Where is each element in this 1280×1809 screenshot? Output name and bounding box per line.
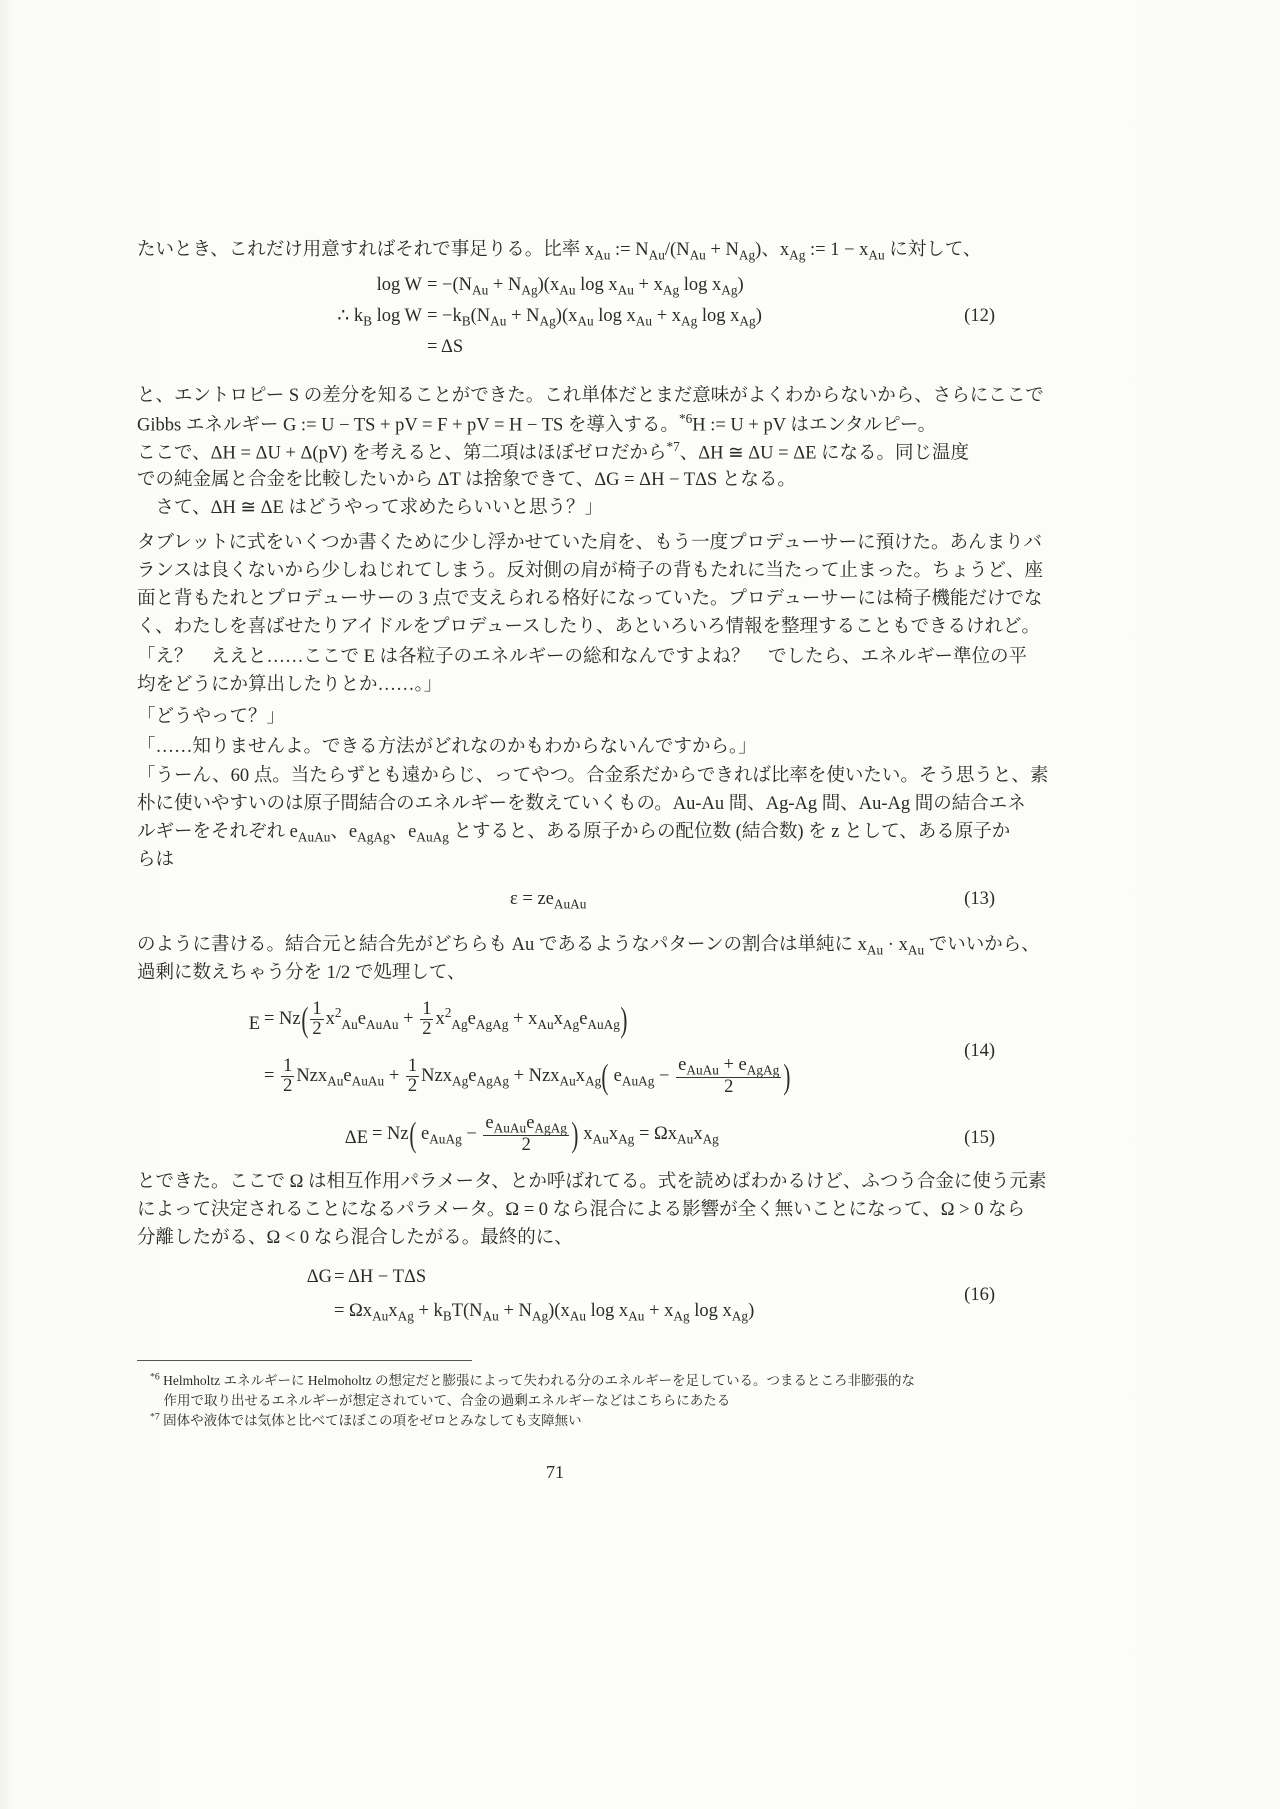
equation-number: (15) — [964, 1128, 995, 1148]
big-paren: ( — [300, 1000, 309, 1040]
subscript: Ag — [702, 1131, 719, 1147]
subscript: Au — [907, 942, 925, 958]
eq-lhs: ΔE — [344, 1128, 368, 1148]
subscript: Ag — [662, 282, 680, 298]
eq-rhs: = $\frac{1}{2}$ $Nzx_{Au}e_{AuAu}$ + $\frac{1}{2}$ $Nzx_{Ag}e_{AgAg} + Nzx_{Au}x_{Ag}$( $e_{AuAg}$ − $\frac{e_{AuAu} + e_{AgAg}}{2}$ ) — [264, 1055, 791, 1097]
eq-lhs: ∴ $k_B$ log W — [337, 306, 422, 329]
subscript: Ag — [738, 247, 756, 263]
text-line: のように書ける。結合元と結合先がどちらも Au であるようなパターンの割合は単純に $x_{Au} \cdot x_{Au}$ でいいから、 — [137, 935, 1040, 958]
subscript: Au — [648, 247, 665, 263]
eq-lhs: ΔG — [306, 1267, 332, 1287]
footnote: $^{*6}$ Helmholtz エネルギーに Helmoholtz の想定だと膨張によって失われる分のエネルギーを足している。つまるところ非膨張的な — [150, 1371, 915, 1388]
text-line: と、エントロピー S の差分を知ることができた。これ単体だとまだ意味がよくわからないから、さらにここで — [137, 386, 1044, 406]
subscript: Ag — [585, 1073, 602, 1089]
subscript: Au — [635, 313, 653, 329]
text-line: 「うーん、60 点。当たらずとも遠からじ、ってやつ。合金系だからできれば比率を使いたい。そう思うと、素 — [137, 766, 1049, 786]
subscript: Ag — [451, 1016, 468, 1032]
subscript: AgAg — [357, 829, 390, 845]
subscript: Au — [341, 1016, 358, 1032]
subscript: Ag — [562, 1016, 580, 1032]
superscript: 2 — [334, 1004, 342, 1020]
equation-number: (12) — [964, 306, 995, 326]
subscript: Ag — [618, 1131, 635, 1147]
equation-number: (16) — [964, 1285, 995, 1305]
text-line: 分離したがる、Ω < 0 なら混合したがる。最終的に、 — [137, 1228, 573, 1248]
fraction: $\frac{1}{2}$ — [283, 1055, 293, 1097]
subscript: B — [442, 1308, 452, 1324]
equation-number: (13) — [964, 889, 995, 909]
fraction: $\frac{e_{AuAu} + e_{AgAg}}{2}$ — [678, 1055, 780, 1097]
subscript: Au — [617, 282, 634, 298]
equation-number: (14) — [964, 1041, 995, 1061]
text-line: ランスは良くないから少しねじれてしまう。反対側の肩が椅子の背もたれに当たって止まった。ちょうど、座 — [137, 561, 1043, 581]
eq-rhs: = Nz( $e_{AuAg}$ − $\frac{e_{AuAu}e_{AgAg}}{2}$ ) $x_{Au}x_{Ag} = \Omega x_{Au}x_{Ag}$ — [372, 1113, 719, 1155]
eq-rhs: = $\Omega x_{Au}x_{Ag} + k_BT(N_{Au} + N_{Ag})(x_{Au}$ $\log x_{Au} + x_{Ag}$ $\log x_{Ag}$) — [334, 1301, 755, 1324]
subscript: Au — [594, 247, 611, 263]
subscript: AuAg — [587, 1016, 620, 1032]
text-line: 「え？ ええと……ここで E は各粒子のエネルギーの総和なんですよね？ でしたら、エネルギー準位の平 — [137, 647, 1028, 667]
text-line: タブレットに式をいくつか書くために少し浮かせていた肩を、もう一度プロデューサーに預けた。あんまりバ — [137, 533, 1043, 553]
footnote: $^{*7}$ 固体や液体では気体と比べてほぼこの項をゼロとみなしても支障無い — [150, 1411, 582, 1428]
subscript: AuAu — [493, 1120, 527, 1136]
footnote-divider — [137, 1360, 472, 1361]
text-line: Gibbs エネルギー G := U − TS + pV = F + pV = H − TS を導入する。$^{*6}$H := U + pV はエンタルピー。 — [137, 411, 937, 436]
fraction: $\frac{1}{2}$ — [422, 999, 432, 1040]
text-line: 面と背もたれとプロデューサーの 3 点で支えられる格好になっていた。プロデューサーには椅子機能だけでな — [137, 589, 1043, 609]
subscript: Ag — [673, 1308, 690, 1324]
subscript: Au — [327, 1073, 344, 1089]
subscript: Ag — [451, 1073, 469, 1089]
subscript: AgAg — [476, 1073, 509, 1089]
text-line: らは — [137, 850, 175, 870]
eq-body: $\varepsilon = ze_{AuAu}$ — [510, 889, 587, 912]
big-paren: ) — [571, 1115, 579, 1155]
subscript: Au — [559, 282, 576, 298]
subscript: B — [461, 313, 471, 329]
subscript: AgAg — [475, 1016, 509, 1032]
fraction: $\frac{e_{AuAu}e_{AgAg}}{2}$ — [485, 1113, 567, 1155]
subscript: AuAg — [621, 1073, 655, 1089]
footnote: 作用で取り出せるエネルギーが想定されていて、合金の過剰エネルギーなどはこちらにあたる — [150, 1393, 731, 1408]
subscript: AuAu — [686, 1062, 719, 1078]
subscript: Ag — [531, 1308, 549, 1324]
page-number: 71 — [546, 1462, 564, 1482]
eq-lhs: E — [248, 1014, 260, 1034]
subscript: Au — [577, 313, 594, 329]
subscript: Ag — [731, 1308, 749, 1324]
text-line: 過剰に数えちゃう分を 1/2 で処理して、 — [137, 963, 466, 983]
big-paren: ( — [601, 1057, 609, 1097]
subscript: Au — [472, 282, 489, 298]
subscript: Au — [592, 1131, 609, 1147]
subscript: Au — [569, 1308, 586, 1324]
eq-rhs: = Nz( $\frac{1}{2}$ $x^2_{Au}e_{AuAu}$ + $\frac{1}{2}$ $x^2_{Ag}e_{AgAg} + x_{Au}x_{Ag}e_{AuAg}$) — [264, 999, 628, 1040]
big-paren: ) — [620, 1000, 628, 1040]
subscript: AuAu — [366, 1016, 399, 1032]
eq-rhs: = $-k_B(N_{Au} + N_{Ag})(x_{Au}$ $\log x_{Au} + x_{Ag}$ $\log x_{Ag}$) — [427, 306, 762, 329]
superscript: *7 — [150, 1411, 160, 1423]
subscript: Au — [866, 942, 884, 958]
subscript: AgAg — [746, 1062, 780, 1078]
subscript: AuAu — [553, 896, 587, 912]
subscript: AgAg — [534, 1120, 567, 1136]
text-line: とできた。ここで Ω は相互作用パラメータ、とか呼ばれてる。式を読めばわかるけど、ふつう合金に使う元素 — [137, 1172, 1047, 1192]
fraction: $\frac{1}{2}$ — [312, 999, 322, 1040]
subscript: Au — [372, 1308, 389, 1324]
eq-rhs: = ΔS — [427, 337, 464, 357]
subscript: Au — [868, 247, 885, 263]
subscript: Ag — [739, 313, 756, 329]
subscript: AuAg — [416, 829, 449, 845]
big-paren: ) — [783, 1057, 791, 1097]
subscript: Au — [689, 247, 706, 263]
superscript: *6 — [150, 1371, 160, 1383]
text-line: 「どうやって？」 — [137, 707, 286, 727]
text-line: ここで、ΔH = ΔU + Δ(pV) を考えると、第二項はほぼゼロだから$^{*7}$、ΔH ≅ ΔU = ΔE になる。同じ温度 — [137, 439, 970, 464]
subscript: Ag — [789, 247, 806, 263]
superscript: *6 — [678, 411, 693, 426]
fraction: $\frac{1}{2}$ — [407, 1055, 418, 1097]
text-line: 朴に使いやすいのは原子間結合のエネルギーを数えていくもの。Au-Au 間、Ag-Ag 間、Au-Ag 間の結合エネ — [137, 794, 1026, 814]
subscript: AuAg — [429, 1131, 462, 1147]
subscript: Au — [537, 1016, 554, 1032]
subscript: AuAu — [351, 1073, 385, 1089]
text-line: 均をどうにか算出したりとか……。」 — [137, 675, 443, 695]
text-line: さて、ΔH ≅ ΔE はどうやって求めたらいいと思う？」 — [137, 498, 603, 518]
subscript: Ag — [721, 282, 738, 298]
subscript: Ag — [539, 313, 556, 329]
subscript: Au — [559, 1073, 576, 1089]
subscript: AuAu — [297, 829, 331, 845]
text-line: 「……知りませんよ。できる方法がどれなのかもわからないんですから。」 — [137, 737, 757, 757]
superscript: 2 — [444, 1004, 452, 1020]
text-line: ルギーをそれぞれ $e_{AuAu}$、$e_{AgAg}$、$e_{AuAg}$ とすると、ある原子からの配位数 (結合数) を z として、ある原子か — [137, 822, 1011, 845]
subscript: Ag — [397, 1308, 414, 1324]
eq-rhs: = $-(N_{Au} + N_{Ag})(x_{Au}$ $\log x_{Au} + x_{Ag}$ $\log x_{Ag}$) — [427, 275, 744, 298]
subscript: Ag — [681, 313, 698, 329]
text-line: によって決定されることになるパラメータ。Ω = 0 なら混合による影響が全く無いことになって、Ω > 0 なら — [137, 1200, 1026, 1220]
text-line: たいとき、これだけ用意すればそれで事足りる。比率 $x_{Au}$ := $N_{Au}/(N_{Au} + N_{Ag})$、$x_{Ag}$ := $1 - x_{Au}$ に対して、 — [137, 240, 982, 263]
eq-rhs: = ΔH − TΔS — [334, 1267, 427, 1287]
subscript: Au — [628, 1308, 645, 1324]
subscript: Au — [490, 313, 507, 329]
text-line: での純金属と合金を比較したいから ΔT は捨象できて、ΔG = ΔH − TΔS となる。 — [137, 470, 796, 490]
text-line: く、わたしを喜ばせたりアイドルをプロデュースしたり、あといろいろ情報を整理することもできるけれど。 — [137, 617, 1040, 637]
subscript: Ag — [521, 282, 538, 298]
superscript: *7 — [666, 439, 680, 454]
eq-lhs: log W — [376, 275, 422, 295]
big-paren: ( — [408, 1115, 417, 1155]
subscript: B — [363, 313, 372, 329]
subscript: Au — [677, 1131, 694, 1147]
subscript: Au — [482, 1308, 499, 1324]
